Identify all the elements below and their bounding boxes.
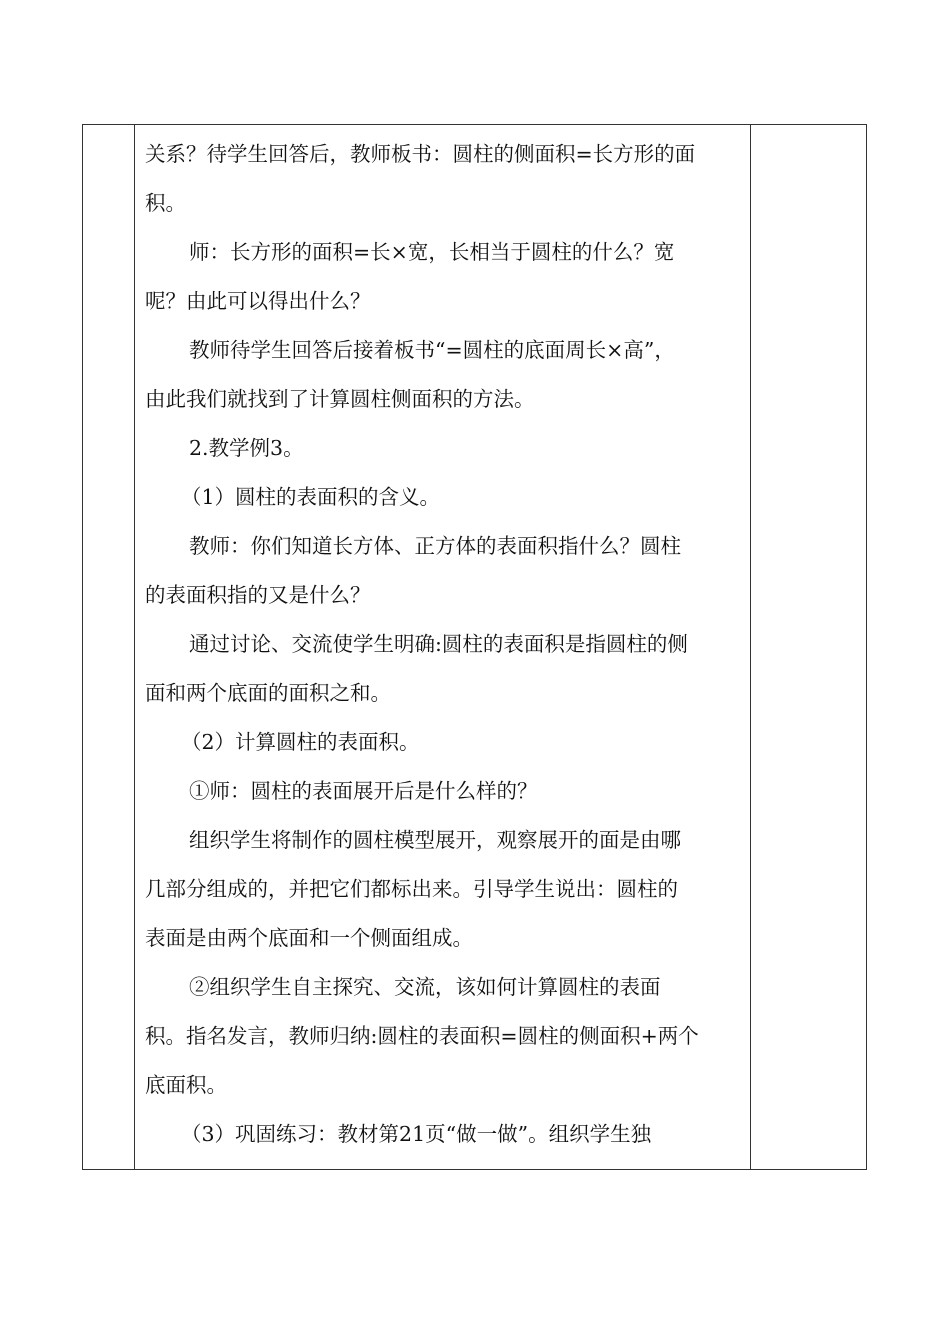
text-line: ①师：圆柱的表面展开后是什么样的？ — [189, 779, 538, 803]
text-line: 关系？待学生回答后，教师板书：圆柱的侧面积=长方形的面 — [145, 142, 696, 166]
text-line: 表面是由两个底面和一个侧面组成。 — [145, 926, 473, 950]
text-line: 呢？由此可以得出什么？ — [145, 289, 371, 313]
text-line: 积。 — [145, 191, 186, 215]
text-line: 面和两个底面的面积之和。 — [145, 681, 391, 705]
text-line: 几部分组成的，并把它们都标出来。引导学生说出：圆柱的 — [145, 877, 678, 901]
text-line: 底面积。 — [145, 1073, 227, 1097]
column-divider-right — [750, 125, 751, 1169]
text-line: 积。指名发言，教师归纳:圆柱的表面积=圆柱的侧面积+两个 — [145, 1024, 699, 1048]
text-line: （2）计算圆柱的表面积。 — [181, 730, 420, 754]
text-line: ②组织学生自主探究、交流，该如何计算圆柱的表面 — [189, 975, 661, 999]
text-line: 2.教学例3。 — [189, 436, 304, 460]
text-line: （3）巩固练习：教材第21页“做一做”。组织学生独 — [181, 1122, 652, 1146]
text-line: 的表面积指的又是什么？ — [145, 583, 371, 607]
text-line: 由此我们就找到了计算圆柱侧面积的方法。 — [145, 387, 535, 411]
text-line: 师：长方形的面积=长×宽，长相当于圆柱的什么？宽 — [189, 240, 675, 264]
text-line: （1）圆柱的表面积的含义。 — [181, 485, 441, 509]
text-line: 教师待学生回答后接着板书“=圆柱的底面周长×高”， — [189, 338, 675, 362]
column-divider-left — [134, 125, 135, 1169]
lesson-table — [82, 124, 867, 1170]
text-line: 组织学生将制作的圆柱模型展开，观察展开的面是由哪 — [189, 828, 681, 852]
text-line: 教师：你们知道长方体、正方体的表面积指什么？圆柱 — [189, 534, 681, 558]
lesson-content-cell — [145, 125, 745, 1159]
text-line: 通过讨论、交流使学生明确:圆柱的表面积是指圆柱的侧 — [189, 632, 688, 656]
